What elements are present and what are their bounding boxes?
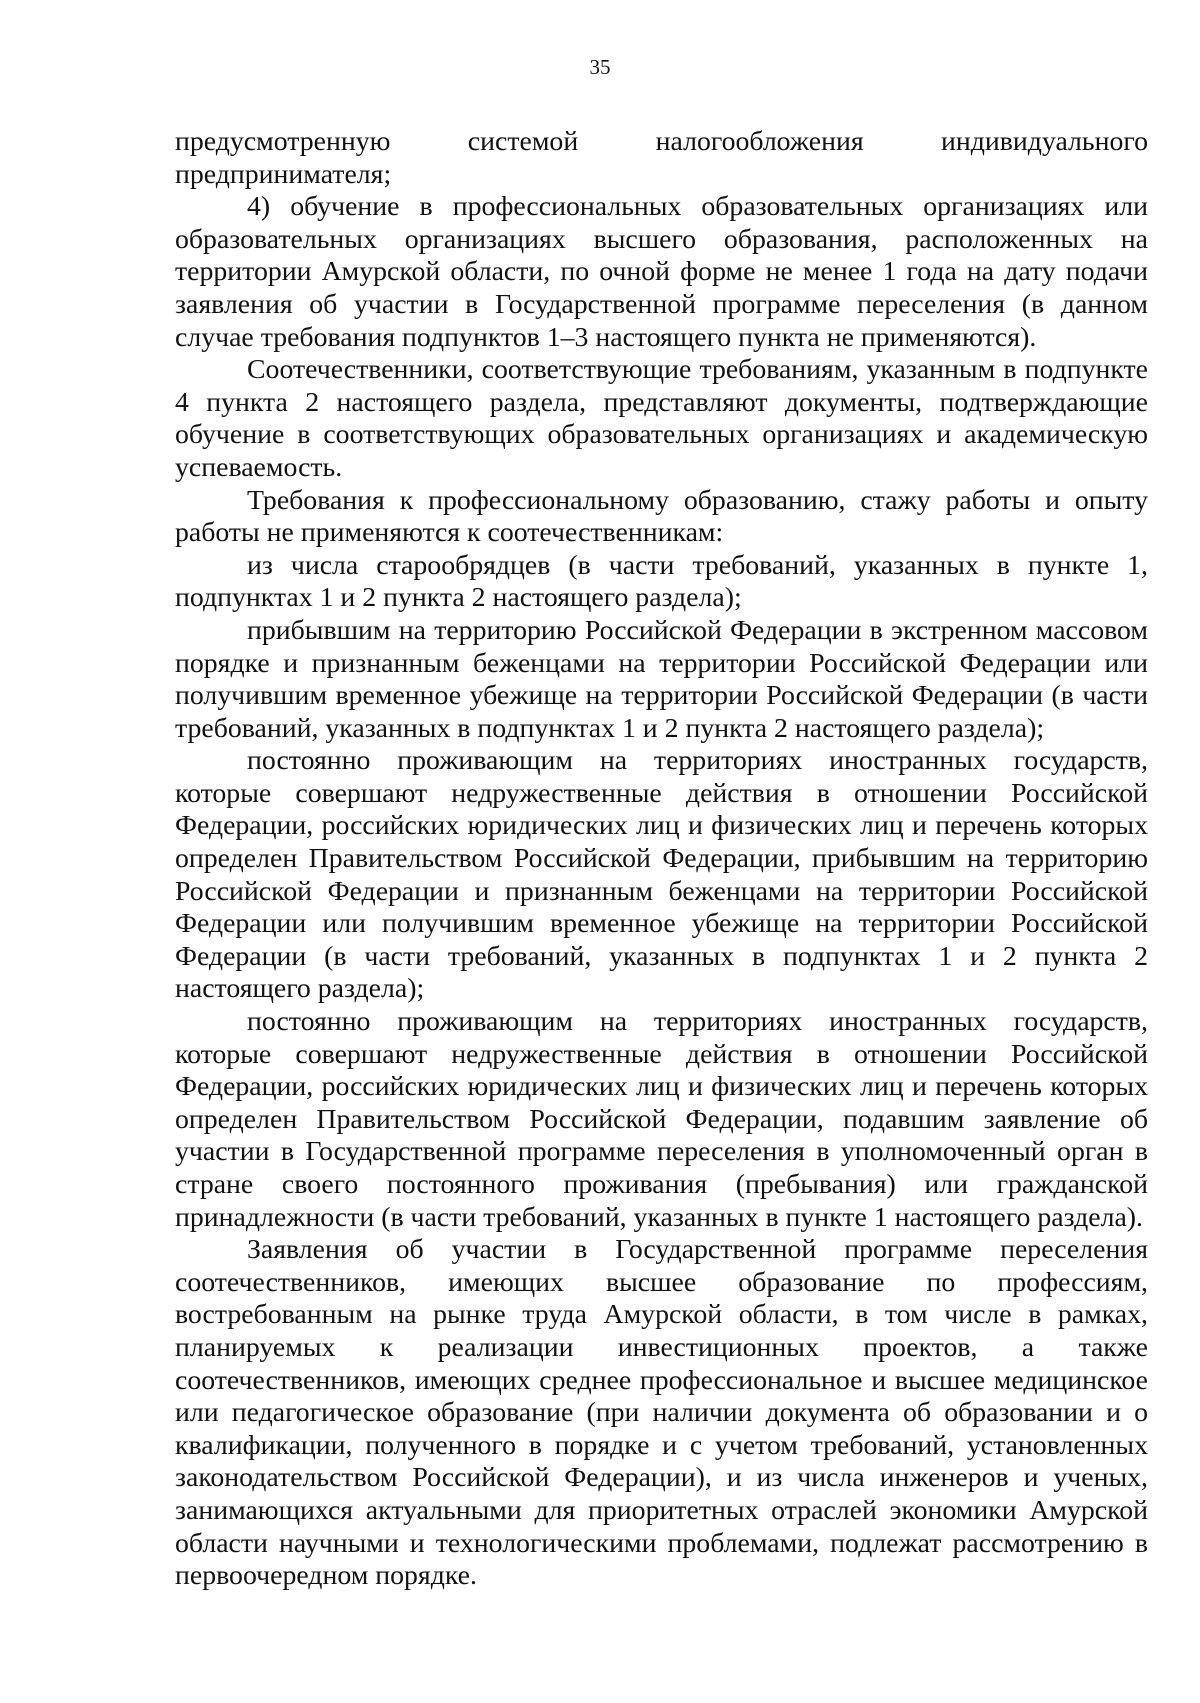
paragraph-unfriendly-states-arrived: постоянно проживающим на территориях иностранных государств, которые совершают недружественные действия в отношении Российской Федерации, российских юридических лиц и физических лиц и перечень которых определен Правительством Российской Федерации, прибывшим на территорию Российской Федерации и признанным беженцами на территории Российской Федерации или получившим временное убежище на территории Российской Федерации (в части требований, указанных в подпунктах 1 и 2 пункта 2 настоящего раздела); bbox=[175, 745, 1148, 1005]
paragraph-item-4: 4) обучение в профессиональных образовательных организациях или образовательных организациях высшего образования, расположенных на территории Амурской области, по очной форме не менее 1 года на дату подачи заявления об участии в Государственной программе переселения (в данном случае требования подпунктов 1–3 настоящего пункта не применяются). bbox=[175, 191, 1148, 353]
paragraph-requirements-exemption: Требования к профессиональному образованию, стажу работы и опыту работы не применяются к соотечественникам: bbox=[175, 484, 1148, 549]
page-number: 35 bbox=[589, 55, 611, 79]
paragraph-priority-applications: Заявления об участии в Государственной программе переселения соотечественников, имеющих высшее образование по профессиям, востребованным на рынке труда Амурской области, в том числе в рамках, планируемых к реализации инвестиционных проектов, а также соотечественников, имеющих среднее профессиональное и высшее медицинское или педагогическое образование (при наличии документа об образовании и о квалификации, полученного в порядке и с учетом требований, установленных законодательством Российской Федерации), и из числа инженеров и ученых, занимающихся актуальными для приоритетных отраслей экономики Амурской области научными и технологическими проблемами, подлежат рассмотрению в первоочередном порядке. bbox=[175, 1234, 1148, 1592]
paragraph-documents: Соотечественники, соответствующие требованиям, указанным в подпункте 4 пункта 2 настоящего раздела, представляют документы, подтверждающие обучение в соответствующих образовательных организациях и академическую успеваемость. bbox=[175, 354, 1148, 483]
paragraph-continuation: предусмотренную системой налогообложения индивидуального предпринимателя; bbox=[175, 126, 1148, 190]
document-body bbox=[175, 126, 1148, 1593]
paragraph-old-believers: из числа старообрядцев (в части требований, указанных в пункте 1, подпунктах 1 и 2 пункта 2 настоящего раздела); bbox=[175, 549, 1148, 614]
paragraph-refugees: прибывшим на территорию Российской Федерации в экстренном массовом порядке и признанным беженцами на территории Российской Федерации или получившим временное убежище на территории Российской Федерации (в части требований, указанных в подпунктах 1 и 2 пункта 2 настоящего раздела); bbox=[175, 614, 1148, 744]
paragraph-unfriendly-states-applied: постоянно проживающим на территориях иностранных государств, которые совершают недружественные действия в отношении Российской Федерации, российских юридических лиц и физических лиц и перечень которых определен Правительством Российской Федерации, подавшим заявление об участии в Государственной программе переселения в уполномоченный орган в стране своего постоянного проживания (пребывания) или гражданской принадлежности (в части требований, указанных в пункте 1 настоящего раздела). bbox=[175, 1006, 1148, 1233]
